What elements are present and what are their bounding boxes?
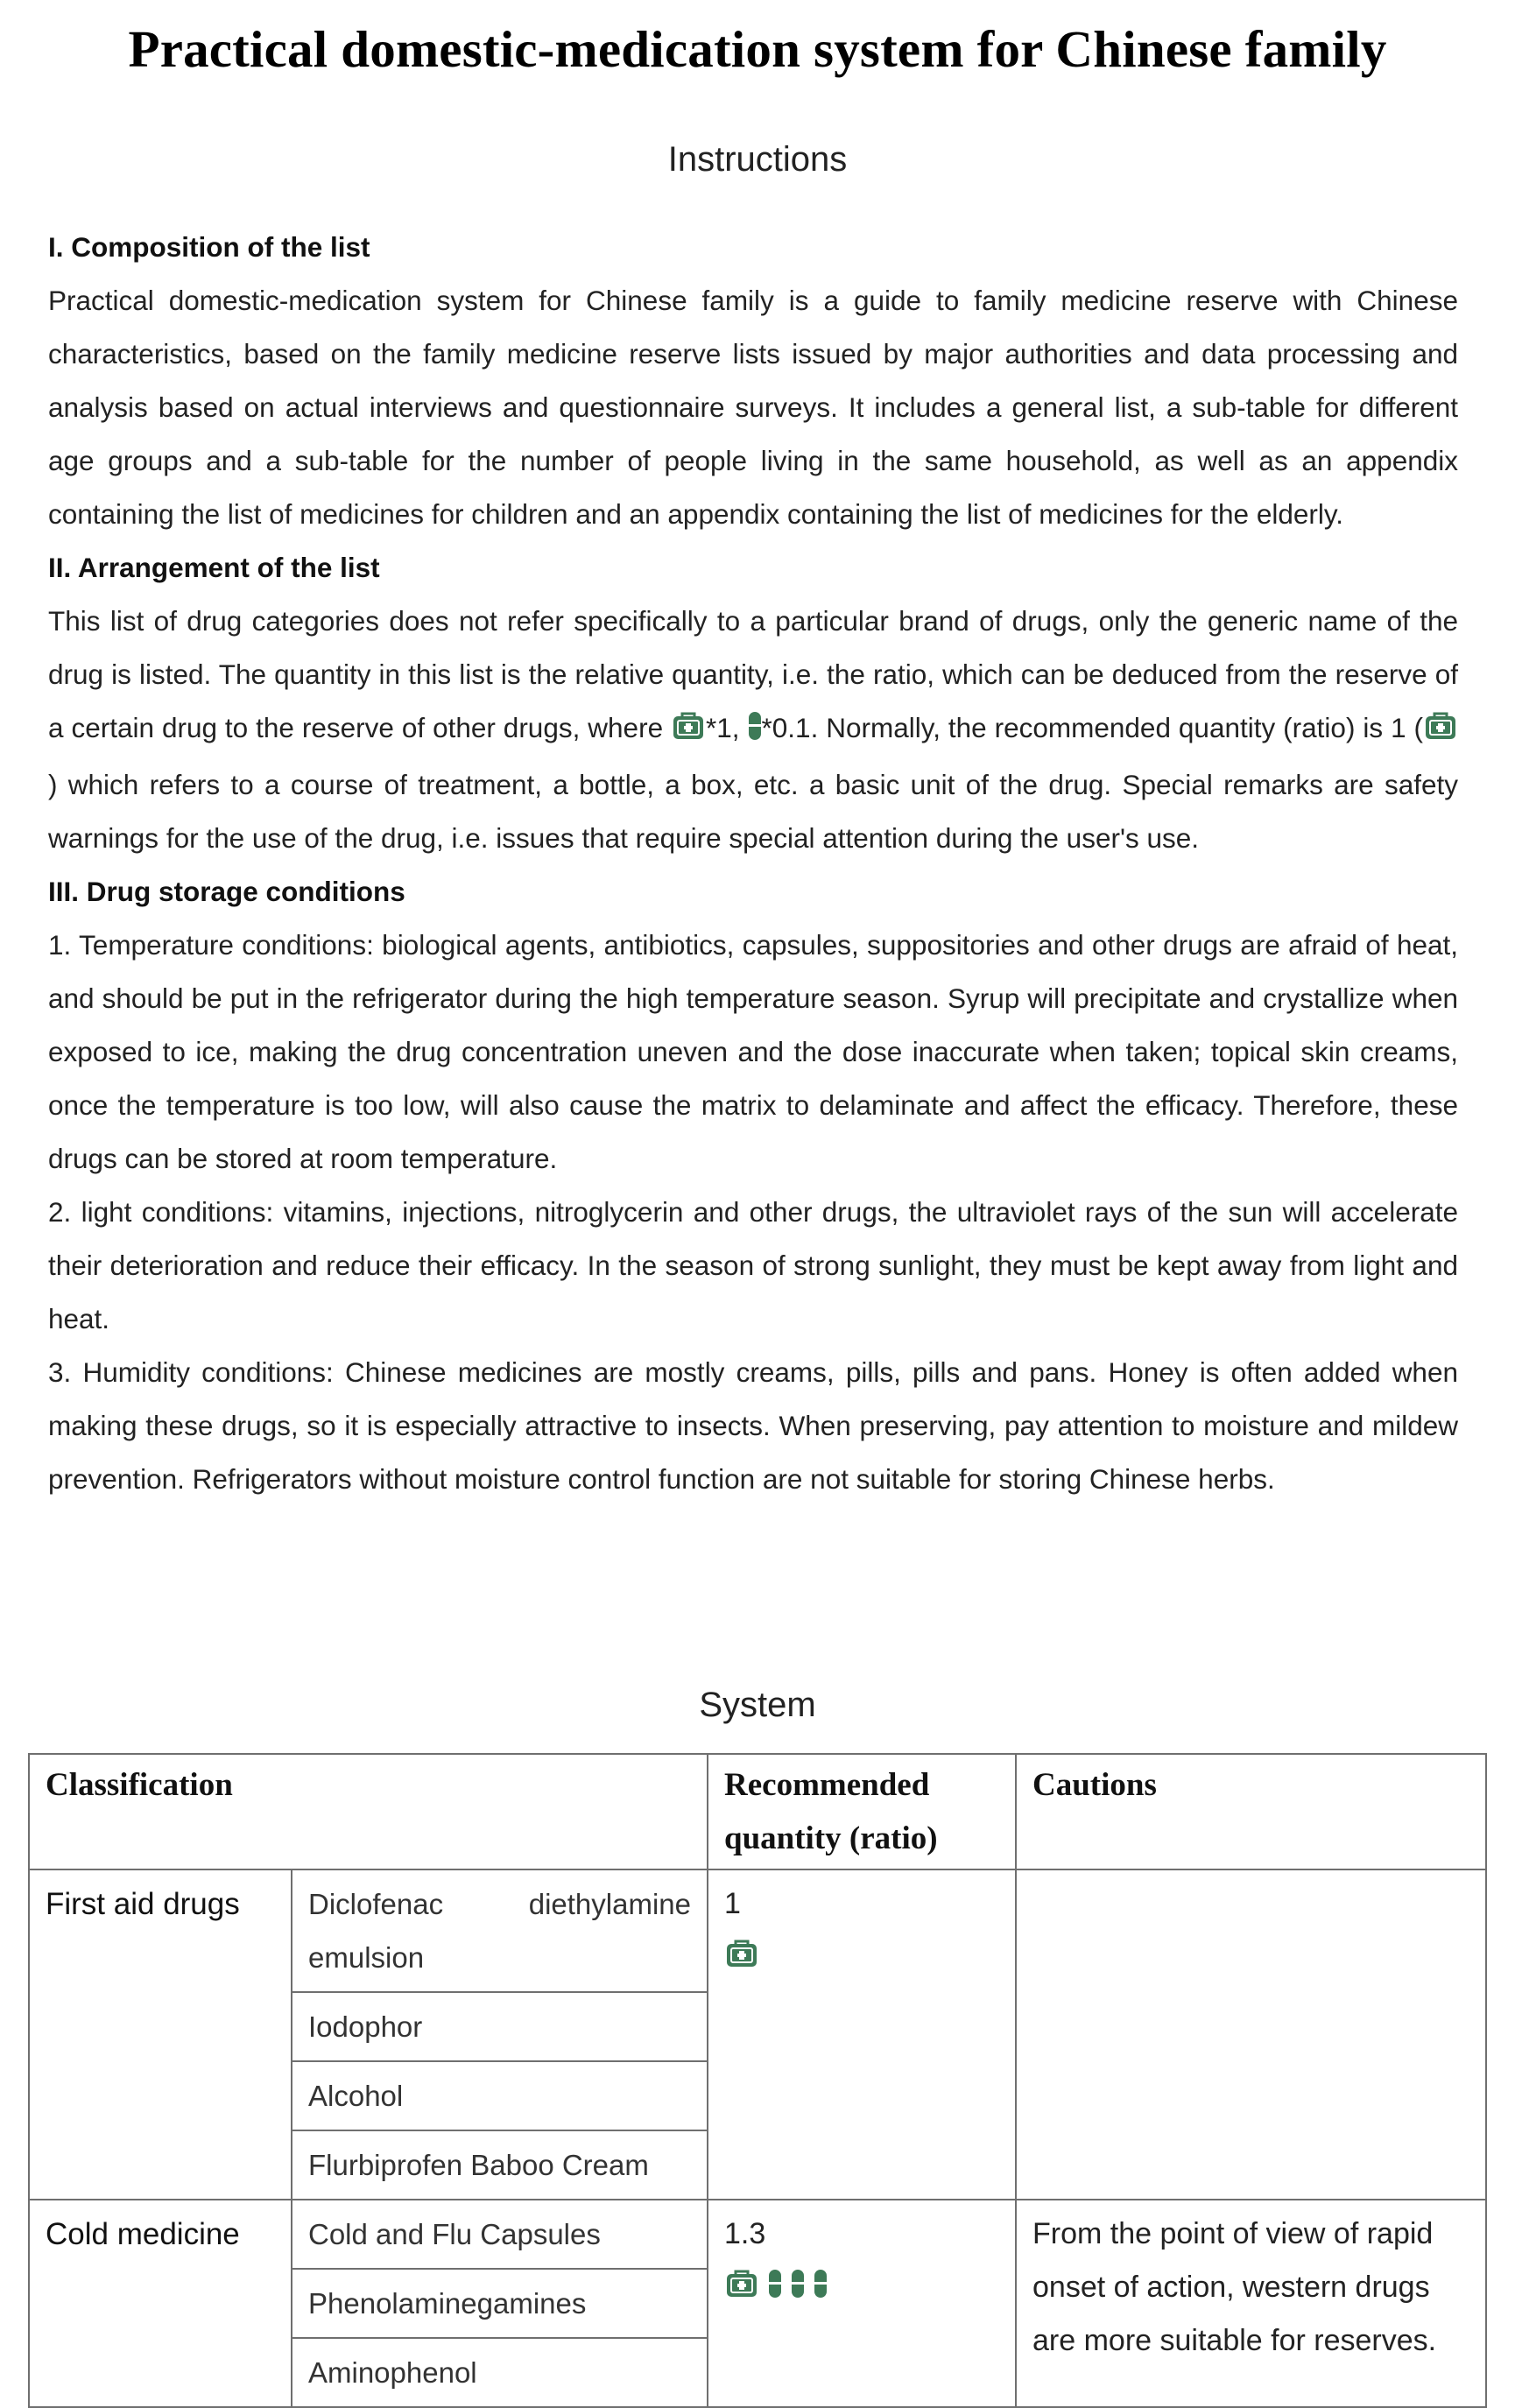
- section-1-body: Practical domestic-medication system for Chinese family is a guide to family medicine reserve with Chinese characteristics, based on the family medicine reserve lists issued by major authorities and data processing and analysis based on actual interviews and questionnaire surveys. It includes a general list, a sub-table for different age groups and a sub-table for the number of people living in the same household, as well as an appendix containing the list of medicines for children and an appendix containing the list of medicines for the elderly.: [48, 285, 1458, 530]
- quantity-cell: [708, 2200, 1016, 2407]
- pill-icon: [768, 2263, 782, 2316]
- category-cell: First aid drugs: [29, 1869, 292, 2200]
- caution-cell: From the point of view of rapid onset of action, western drugs are more suitable for reserves.: [1016, 2200, 1486, 2407]
- medicine-kit-icon: [724, 1933, 759, 1986]
- system-heading: System: [699, 1686, 816, 1724]
- section-2-body: [48, 595, 1458, 865]
- medicine-kit-icon: [671, 705, 706, 758]
- header-classification: Classification: [29, 1754, 708, 1869]
- drug-cell: Flurbiprofen Baboo Cream: [292, 2130, 708, 2200]
- section-2-heading: II. Arrangement of the list: [48, 552, 380, 583]
- quantity-icons: [724, 2263, 999, 2316]
- table-row: [29, 1869, 1486, 1992]
- table-row: [29, 2200, 1486, 2269]
- drug-cell: Iodophor: [292, 1992, 708, 2061]
- storage-item-temperature: 1. Temperature conditions: biological agents, antibiotics, capsules, suppositories and other drugs are afraid of heat, and should be put in the refrigerator during the high temperature season. Syrup will precipitate and crystallize when exposed to ice, making the drug concentration uneven and the dose inaccurate when taken; topical skin creams, once the temperature is too low, will also cause the matrix to delaminate and affect the efficacy. Therefore, these drugs can be stored at room temperature.: [48, 929, 1458, 1174]
- section-2-body-part-1: This list of drug categories does not refer specifically to a particular brand of drugs, only the generic name of the drug is listed. The quantity in this list is the relative quantity, i.e. the ratio, which can be deduced from the reserve of a certain drug to the reserve of other drugs, where: [48, 605, 1458, 743]
- kit-ratio: *1,: [706, 712, 748, 743]
- medicine-kit-icon: [1423, 705, 1458, 758]
- caution-cell: [1016, 1869, 1486, 2200]
- pill-ratio: *0.1: [761, 712, 811, 743]
- instructions-heading: Instructions: [667, 140, 848, 179]
- storage-item-humidity: 3. Humidity conditions: Chinese medicines are mostly creams, pills, pills and pans. Honey is often added when making these drugs, so it is especially attractive to insects. When preserving, pay attention to moisture and mildew prevention. Refrigerators without moisture control function are not suitable for storing Chinese herbs.: [48, 1356, 1458, 1495]
- instructions-body: [48, 221, 1458, 1506]
- drug-cell: Aminophenol: [292, 2338, 708, 2407]
- pill-icon: [814, 2263, 828, 2316]
- category-cell: Cold medicine: [29, 2200, 292, 2407]
- quantity-cell: [708, 1869, 1016, 2200]
- drug-cell: Alcohol: [292, 2061, 708, 2130]
- document-title: Practical domestic-medication system for Chinese family: [128, 20, 1387, 78]
- pill-icon: [791, 2263, 805, 2316]
- medicine-kit-icon: [724, 2263, 759, 2316]
- drug-cell: Cold and Flu Capsules: [292, 2200, 708, 2269]
- drug-cell: Phenolaminegamines: [292, 2269, 708, 2338]
- pill-icon: [748, 705, 762, 758]
- section-1-heading: I. Composition of the list: [48, 231, 370, 263]
- storage-item-light: 2. light conditions: vitamins, injections, nitroglycerin and other drugs, the ultraviolet rays of the sun will accelerate their deterioration and reduce their efficacy. In the season of strong sunlight, they must be kept away from light and heat.: [48, 1196, 1458, 1334]
- quantity-icons: [724, 1933, 999, 1986]
- quantity-value: 1: [724, 1887, 741, 1920]
- section-2-body-part-2: . Normally, the recommended quantity (ratio) is 1 (: [810, 712, 1424, 743]
- medication-system-table: [28, 1753, 1487, 2408]
- table-header-row: [29, 1754, 1486, 1869]
- section-3-heading: III. Drug storage conditions: [48, 876, 405, 907]
- header-cautions: Cautions: [1016, 1754, 1486, 1869]
- quantity-value: 1.3: [724, 2217, 766, 2250]
- drug-cell: Diclofenac diethylamine emulsion: [292, 1869, 708, 1992]
- header-quantity: Recommended quantity (ratio): [708, 1754, 1016, 1869]
- section-2-body-part-3: ) which refers to a course of treatment, a bottle, a box, etc. a basic unit of the drug. Special remarks are safety warnings for the use of the drug, i.e. issues that require special attention during the user's use.: [48, 769, 1458, 854]
